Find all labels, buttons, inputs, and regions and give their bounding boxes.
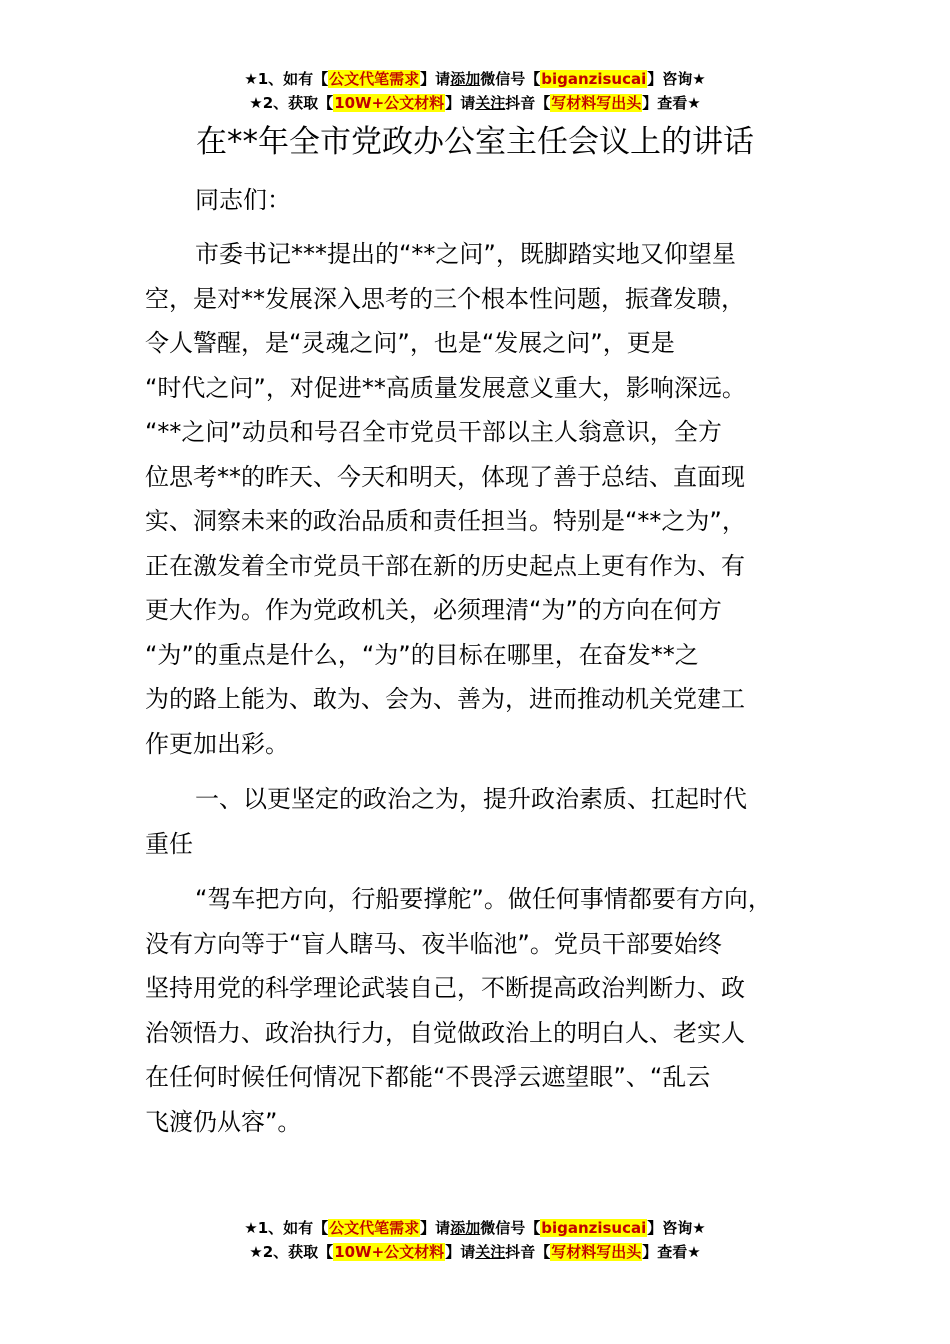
greeting: 同志们： bbox=[195, 186, 291, 214]
promo-highlight: 10W+公文材料 bbox=[334, 94, 445, 112]
wechat-id: biganzisucai bbox=[541, 70, 647, 88]
douyin-id: 写材料写出头 bbox=[551, 1243, 642, 1261]
text-line: 令人警醒，是“灵魂之问”，也是“发展之问”，更是 bbox=[145, 329, 675, 357]
text-line: “为”的重点是什么，“为”的目标在哪里，在奋发**之 bbox=[145, 640, 699, 669]
paragraph-intro bbox=[145, 232, 835, 766]
text-line: 位思考**的昨天、今天和明天，体现了善于总结、直面现 bbox=[145, 462, 745, 491]
text-line: “驾车把方向，行船要撑舵”。做任何事情都要有方向， bbox=[195, 885, 772, 913]
heading-line: 一、以更坚定的政治之为，提升政治素质、扛起时代 bbox=[195, 785, 747, 813]
section-heading-1 bbox=[145, 777, 835, 866]
text-line: 飞渡仍从容”。 bbox=[145, 1107, 302, 1136]
text-line: 坚持用党的科学理论武装自己，不断提高政治判断力、政 bbox=[145, 974, 745, 1002]
promo-highlight: 公文代笔需求 bbox=[329, 1219, 420, 1237]
text-line: “时代之问”，对促进**高质量发展意义重大，影响深远。 bbox=[145, 373, 746, 402]
promo-line-1: ★1、如有【公文代笔需求】请添加微信号【biganzisucai】咨询★ bbox=[244, 1219, 706, 1237]
text-line: 作更加出彩。 bbox=[145, 729, 289, 758]
promo-highlight: 公文代笔需求 bbox=[329, 70, 420, 88]
text-line: 没有方向等于“盲人瞎马、夜半临池”。党员干部要始终 bbox=[145, 929, 722, 958]
douyin-id: 写材料写出头 bbox=[551, 94, 642, 112]
promo-line-2: ★2、获取【10W+公文材料】请关注抖音【写材料写出头】查看★ bbox=[249, 94, 701, 112]
top-promo-banner bbox=[0, 67, 950, 115]
text-line: 为的路上能为、敢为、会为、善为，进而推动机关党建工 bbox=[145, 685, 745, 713]
promo-highlight: 10W+公文材料 bbox=[334, 1243, 445, 1261]
bottom-promo-banner bbox=[0, 1216, 950, 1264]
text-line: 在任何时候任何情况下都能“不畏浮云遮望眼”、“乱云 bbox=[145, 1063, 711, 1091]
text-line: 空，是对**发展深入思考的三个根本性问题，振聋发聩， bbox=[145, 284, 745, 313]
promo-line-1: ★1、如有【公文代笔需求】请添加微信号【biganzisucai】咨询★ bbox=[244, 70, 706, 88]
text-line: “**之问”动员和号召全市党员干部以主人翁意识，全方 bbox=[145, 418, 722, 446]
paragraph-section-1 bbox=[145, 877, 835, 1144]
text-line: 市委书记***提出的“**之问”，既脚踏实地又仰望星 bbox=[195, 240, 736, 268]
text-line: 更大作为。作为党政机关，必须理清“为”的方向在何方 bbox=[145, 596, 722, 624]
document-title: 在**年全市党政办公室主任会议上的讲话 bbox=[196, 124, 754, 160]
text-line: 治领悟力、政治执行力，自觉做政治上的明白人、老实人 bbox=[145, 1018, 745, 1047]
promo-line-2: ★2、获取【10W+公文材料】请关注抖音【写材料写出头】查看★ bbox=[249, 1243, 701, 1261]
text-line: 正在激发着全市党员干部在新的历史起点上更有作为、有 bbox=[145, 551, 745, 580]
text-line: 实、洞察未来的政治品质和责任担当。特别是“**之为”， bbox=[145, 507, 746, 535]
wechat-id: biganzisucai bbox=[541, 1219, 647, 1237]
heading-line: 重任 bbox=[145, 829, 193, 858]
